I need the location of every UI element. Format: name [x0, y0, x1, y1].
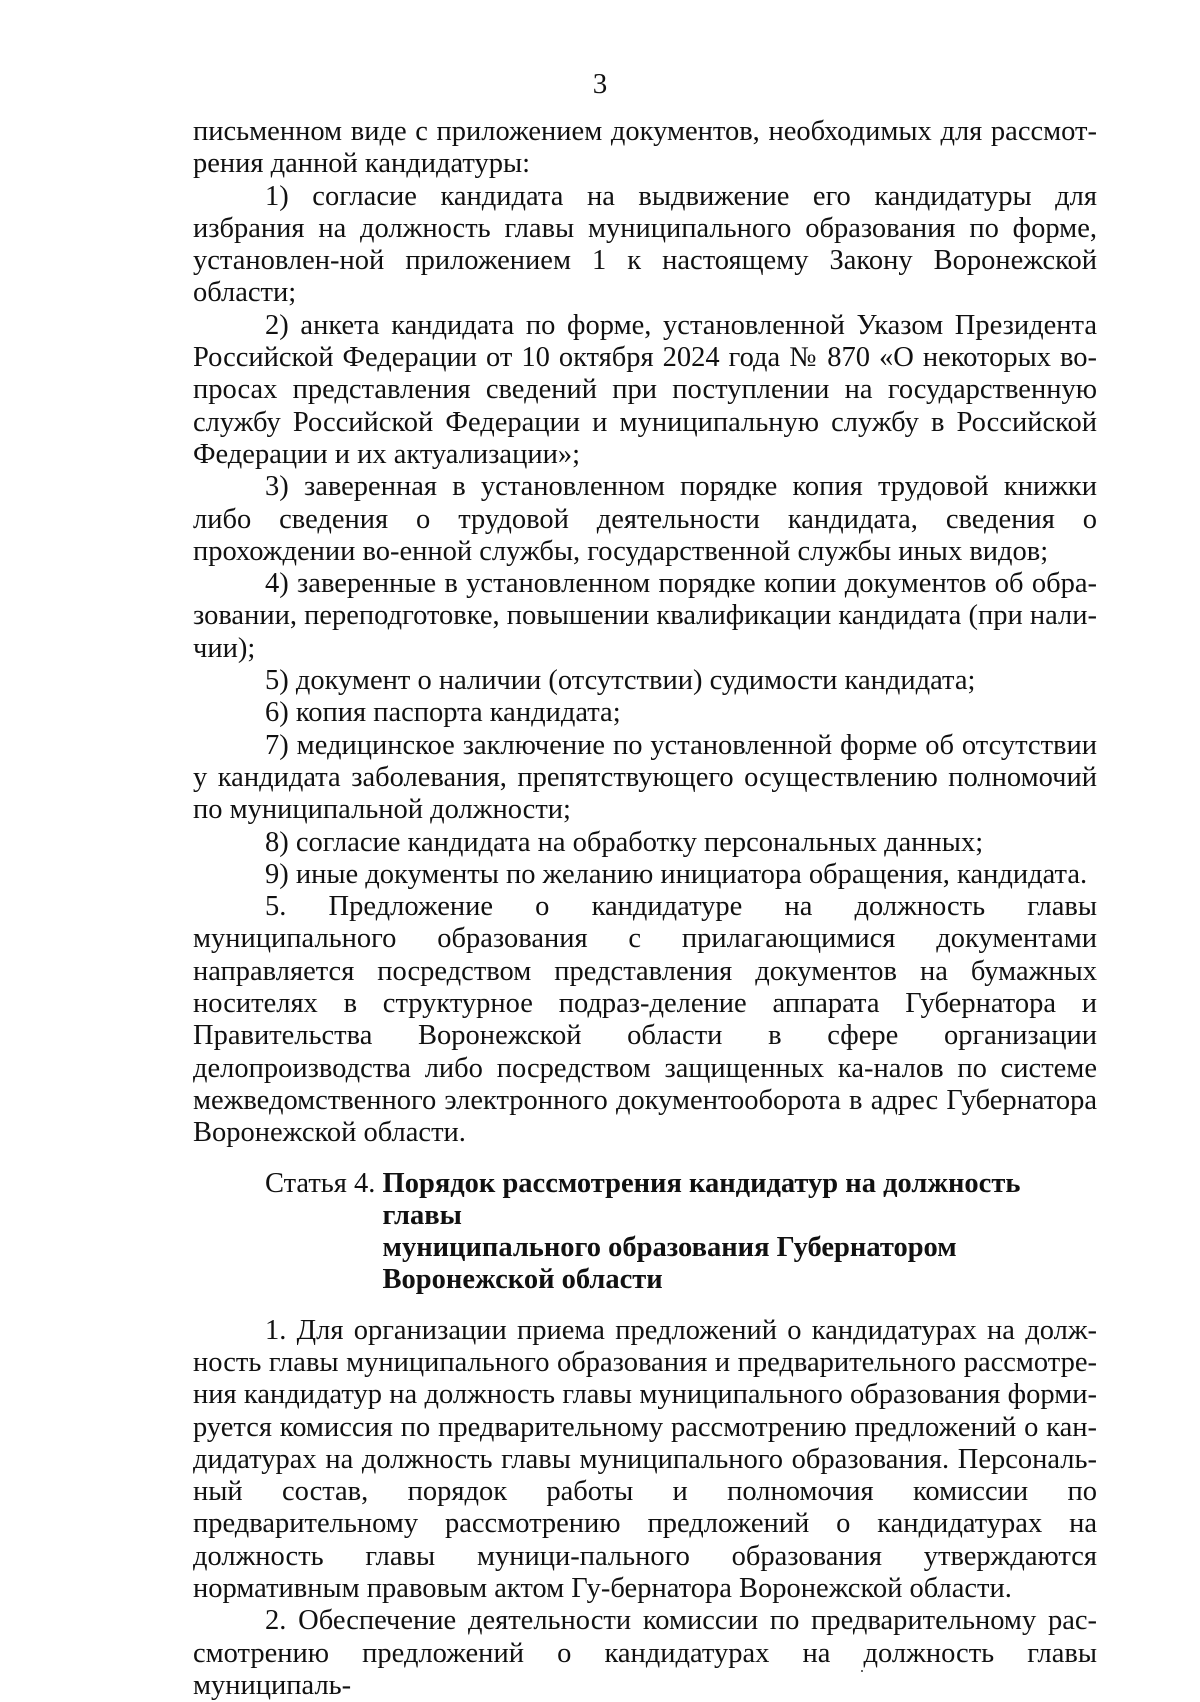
paragraph: 2. Обеспечение деятельности комиссии по предварительному рас-смотрению предложений о кандидатурах на должность главы муниципаль-	[193, 1605, 1097, 1701]
list-item: 6) копия паспорта кандидата;	[265, 697, 621, 729]
paragraph: 1. Для организации приема предложений о кандидатурах на долж-ность главы муниципального образования и предварительного рассмотре-ния кандидатур на должность главы муниципального образования форми-руется комиссия по предварительному рассмотрению предложений о кан-дидатурах на должность главы муниципального образования. Персональ-ный состав, порядок работы и полномочия комиссии по предварительному рассмотрению предложений о кандидатурах на должность главы муници-пального образования утверждаются нормативным правовым актом Гу-бернатора Воронежской области.	[193, 1314, 1097, 1605]
scan-speck	[861, 1670, 863, 1672]
paragraph: 5. Предложение о кандидатуре на должность главы муниципального образования с прилагающимися документами направляется посредством представления документов на бумажных носителях в структурное подраз-деление аппарата Губернатора и Правительства Воронежской области в сфере организации делопроизводства либо посредством защищенных ка-налов по системе межведомственного электронного документооборота в адрес Губернатора Воронежской области.	[193, 891, 1097, 1149]
paragraph: письменном виде с приложением документов, необходимых для рассмот-рения данной кандидатуры:	[193, 116, 1097, 180]
page-number: 3	[592, 68, 608, 100]
list-item: 8) согласие кандидата на обработку персональных данных;	[265, 826, 984, 858]
document-body	[193, 116, 1097, 1702]
article-title-line: Воронежской области	[382, 1264, 663, 1296]
list-item: 3) заверенная в установленном порядке копия трудовой книжки либо сведения о трудовой деятельности кандидата, сведения о прохождении во-енной службы, государственной службы иных видов;	[193, 471, 1097, 567]
article-title	[383, 1168, 1097, 1297]
list-item: 5) документ о наличии (отсутствии) судимости кандидата;	[265, 665, 976, 697]
article-title-line: Порядок рассмотрения кандидатур на должность главы	[382, 1167, 1021, 1231]
list-item: 1) согласие кандидата на выдвижение его кандидатуры для избрания на должность главы муниципального образования по форме, установлен-ной приложением 1 к настоящему Закону Воронежской области;	[193, 180, 1097, 309]
article-label: Статья 4.	[265, 1167, 383, 1199]
list-item: 9) иные документы по желанию инициатора обращения, кандидата.	[265, 858, 1088, 890]
article-title-line: муниципального образования Губернатором	[382, 1232, 957, 1264]
article-heading	[193, 1168, 1097, 1297]
list-item: 2) анкета кандидата по форме, установленной Указом Президента Российской Федерации от 10 октября 2024 года № 870 «О некоторых во-просах представления сведений при поступлении на государственную службу Российской Федерации и муниципальную службу в Российской Федерации и их актуализации»;	[193, 309, 1097, 470]
list-item: 7) медицинское заключение по установленной форме об отсутствии у кандидата заболевания, препятствующего осуществлению полномочий по муниципальной должности;	[193, 729, 1097, 826]
list-item: 4) заверенные в установленном порядке копии документов об обра-зовании, переподготовке, повышении квалификации кандидата (при нали-чии);	[193, 568, 1097, 664]
